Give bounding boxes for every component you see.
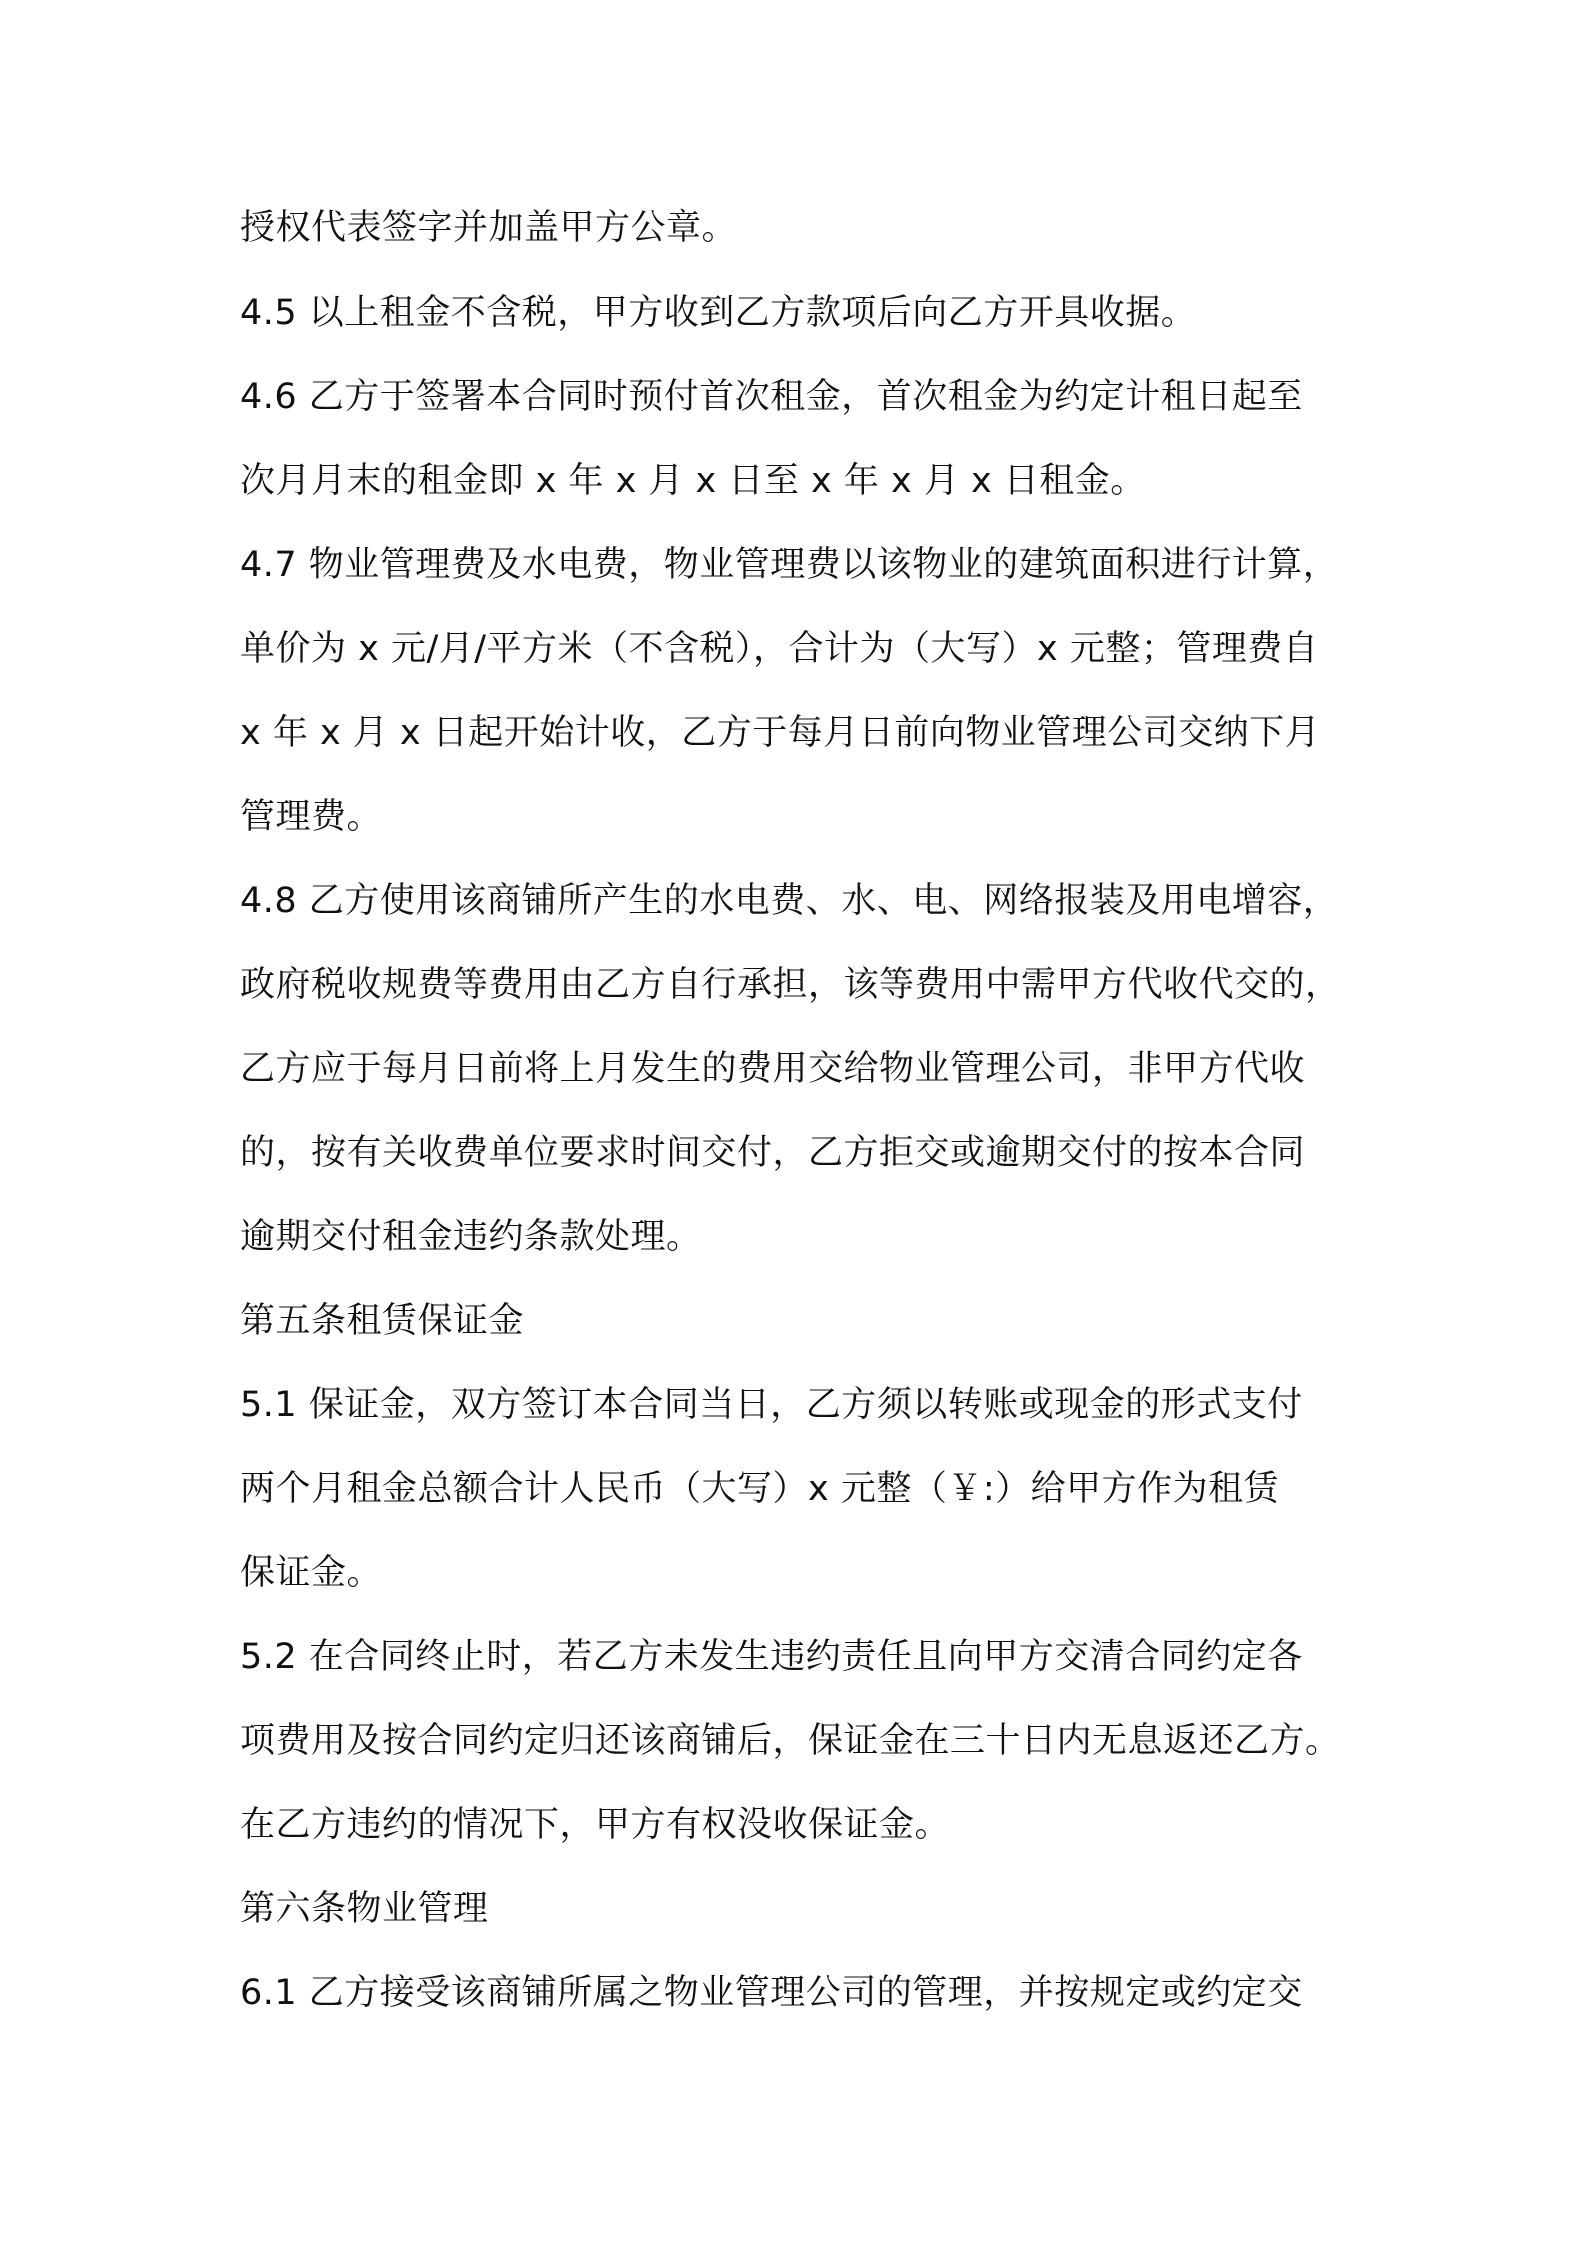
text-line: 政府税收规费等费用由乙方自行承担，该等费用中需甲方代收代交的， bbox=[240, 965, 1341, 1005]
text-line: 5.1 保证金，双方签订本合同当日，乙方须以转账或现金的形式支付 bbox=[240, 1385, 1303, 1425]
text-line: 乙方应于每月日前将上月发生的费用交给物业管理公司，非甲方代收 bbox=[240, 1049, 1306, 1089]
text-line: 4.7 物业管理费及水电费，物业管理费以该物业的建筑面积进行计算， bbox=[240, 545, 1339, 585]
text-line: 单价为 x 元/月/平方米（不含税），合计为（大写）x 元整；管理费自 bbox=[240, 629, 1319, 669]
text-line: 两个月租金总额合计人民币（大写）x 元整（￥:）给甲方作为租赁 bbox=[240, 1469, 1280, 1509]
text-line: 6.1 乙方接受该商铺所属之物业管理公司的管理，并按规定或约定交 bbox=[240, 1973, 1303, 2013]
section-heading: 第六条物业管理 bbox=[240, 1889, 489, 1929]
text-line: 管理费。 bbox=[240, 797, 383, 837]
text-line: x 年 x 月 x 日起开始计收，乙方于每月日前向物业管理公司交纳下月 bbox=[240, 713, 1321, 753]
text-line: 5.2 在合同终止时，若乙方未发生违约责任且向甲方交清合同约定各 bbox=[240, 1637, 1303, 1677]
text-line: 授权代表签字并加盖甲方公章。 bbox=[240, 208, 738, 248]
text-line: 4.8 乙方使用该商铺所产生的水电费、水、电、网络报装及用电增容， bbox=[240, 881, 1339, 921]
text-line: 次月月末的租金即 x 年 x 月 x 日至 x 年 x 月 x 日租金。 bbox=[240, 461, 1146, 501]
text-line: 保证金。 bbox=[240, 1553, 383, 1593]
text-line: 4.6 乙方于签署本合同时预付首次租金，首次租金为约定计租日起至 bbox=[240, 377, 1303, 417]
text-line: 在乙方违约的情况下，甲方有权没收保证金。 bbox=[240, 1805, 951, 1845]
text-line: 的，按有关收费单位要求时间交付，乙方拒交或逾期交付的按本合同 bbox=[240, 1133, 1306, 1173]
section-heading: 第五条租赁保证金 bbox=[240, 1301, 525, 1341]
text-line: 项费用及按合同约定归还该商铺后，保证金在三十日内无息返还乙方。 bbox=[240, 1721, 1341, 1761]
text-line: 逾期交付租金违约条款处理。 bbox=[240, 1217, 702, 1257]
text-line: 4.5 以上租金不含税，甲方收到乙方款项后向乙方开具收据。 bbox=[240, 293, 1197, 333]
